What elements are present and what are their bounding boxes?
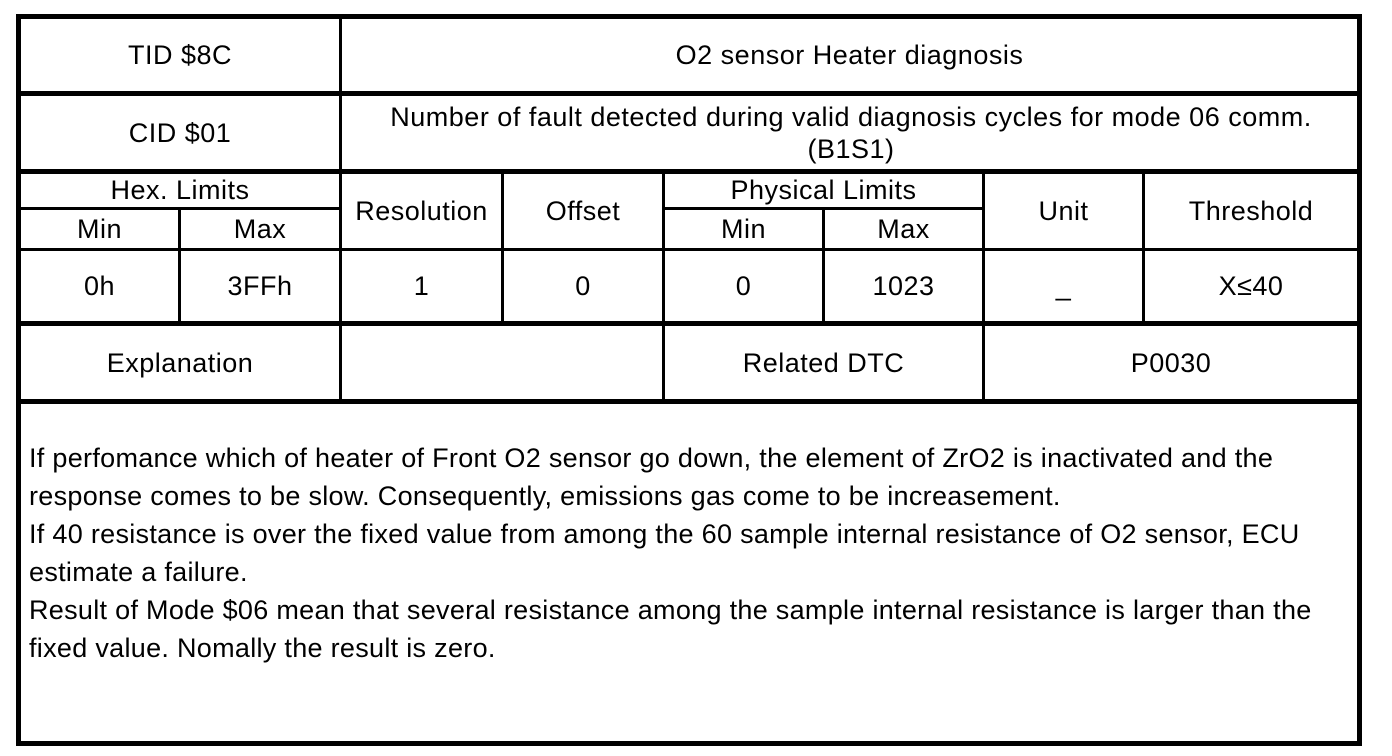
unit-header: Unit	[1038, 195, 1089, 226]
test-title-cell: O2 sensor Heater diagnosis	[675, 40, 1024, 70]
cid-description-cell: Number of fault detected during valid diagnosis cycles for mode 06 comm. (B1S1)	[390, 101, 1312, 164]
related-dtc-value: P0030	[1130, 347, 1212, 378]
phys-max-value: 1023	[872, 271, 935, 301]
unit-value: _	[1055, 271, 1072, 301]
physical-limits-header: Physical Limits	[730, 175, 917, 205]
explanation-label: Explanation	[106, 347, 254, 378]
explanation-paragraph: If 40 resistance is over the fixed value from among the 60 sample internal resistance of O2 sensor, ECU estimate a failure.	[29, 519, 1300, 587]
phys-min-header: Min	[720, 214, 766, 244]
hex-limits-header: Hex. Limits	[110, 175, 250, 205]
offset-header: Offset	[545, 195, 621, 226]
explanation-paragraph: Result of Mode $06 mean that several resistance among the sample internal resistance is larger than the fixed value. Nomally the result is zero.	[29, 595, 1312, 663]
hex-min-header: Min	[76, 214, 122, 244]
cid-cell: CID $01	[128, 117, 232, 148]
phys-min-value: 0	[735, 271, 752, 301]
hex-max-header: Max	[233, 214, 287, 244]
threshold-header: Threshold	[1188, 195, 1314, 226]
related-dtc-label: Related DTC	[742, 347, 905, 378]
row-divider	[21, 399, 1357, 404]
hex-min-value: 0h	[83, 271, 116, 301]
offset-value: 0	[575, 271, 591, 301]
explanation-paragraph: If perfomance which of heater of Front O2 sensor go down, the element of ZrO2 is inactivated and the response comes to be slow. Consequently, emissions gas come to be increasement.	[29, 443, 1274, 511]
tid-cell: TID $8C	[127, 40, 233, 70]
resolution-header: Resolution	[355, 195, 488, 226]
explanation-text	[29, 439, 1349, 667]
resolution-value: 1	[413, 271, 430, 301]
hex-max-value: 3FFh	[227, 271, 293, 301]
diagnosis-table	[16, 14, 1362, 746]
explanation-value	[342, 326, 662, 399]
threshold-value: X≤40	[1218, 271, 1284, 301]
phys-max-header: Max	[877, 214, 930, 244]
